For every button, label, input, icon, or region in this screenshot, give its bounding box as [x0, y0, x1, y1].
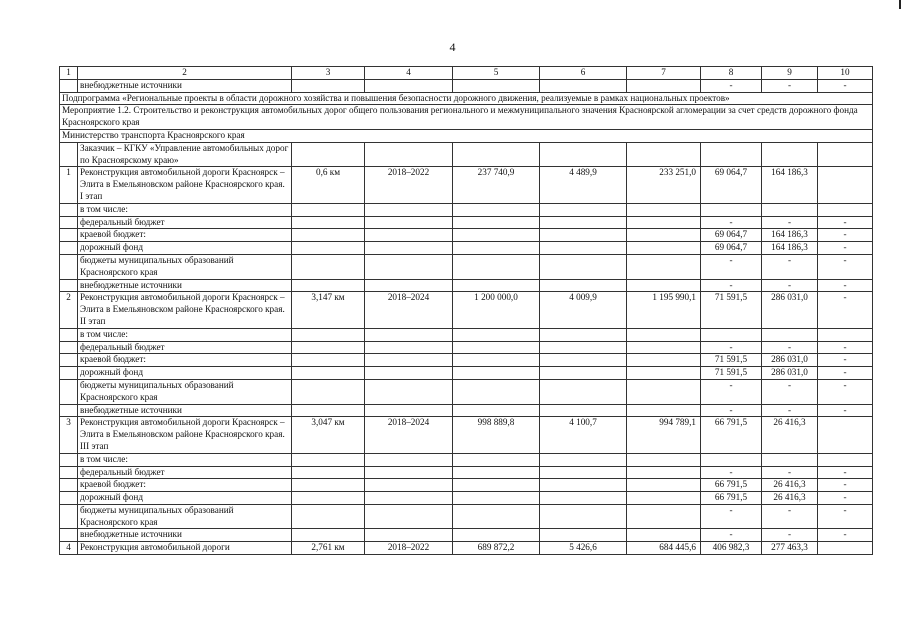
table-cell — [60, 529, 78, 542]
table-cell — [540, 479, 627, 492]
table-cell: - — [701, 404, 762, 417]
table-cell — [627, 492, 701, 505]
table-cell: - — [762, 79, 818, 92]
table-cell — [292, 254, 365, 279]
table-row — [60, 492, 873, 505]
table-cell: 684 445,6 — [627, 542, 701, 555]
table-cell — [627, 354, 701, 367]
table-cell — [365, 479, 453, 492]
table-cell: 2 — [60, 292, 78, 328]
table-cell — [540, 404, 627, 417]
table-cell — [627, 254, 701, 279]
table-cell — [540, 504, 627, 529]
table-cell — [60, 367, 78, 380]
table-cell — [292, 328, 365, 341]
table-cell — [60, 216, 78, 229]
table-cell: 69 064,7 — [701, 242, 762, 255]
table-cell: - — [762, 341, 818, 354]
table-cell — [453, 466, 540, 479]
table-cell: Реконструкция автомобильной дороги — [78, 542, 292, 555]
table-cell: - — [701, 504, 762, 529]
table-cell — [365, 404, 453, 417]
table-cell — [60, 379, 78, 404]
table-cell — [292, 479, 365, 492]
table-cell: 286 031,0 — [762, 354, 818, 367]
table-cell — [365, 466, 453, 479]
table-cell: бюджеты муниципальных образований Красноярского края — [78, 504, 292, 529]
table-cell — [453, 379, 540, 404]
table-cell — [540, 367, 627, 380]
table-cell — [627, 367, 701, 380]
column-header: 2 — [78, 67, 292, 80]
table-cell: - — [701, 254, 762, 279]
table-cell: 71 591,5 — [701, 354, 762, 367]
table-cell — [292, 279, 365, 292]
table-cell: 1 195 990,1 — [627, 292, 701, 328]
table-cell — [60, 328, 78, 341]
table-cell — [627, 203, 701, 216]
column-header: 6 — [540, 67, 627, 80]
table-cell: - — [818, 504, 873, 529]
table-cell: 26 416,3 — [762, 479, 818, 492]
table-cell — [540, 466, 627, 479]
section-heading: Мероприятие 1.2. Строительство и реконструкция автомобильных дорог общего пользования регионального и межмуниципального значения Красноярской агломерации за счет средств дорожного фонда Красноярского края — [60, 105, 873, 130]
table-cell: - — [701, 341, 762, 354]
table-cell: в том числе: — [78, 203, 292, 216]
table-cell — [292, 466, 365, 479]
table-cell — [540, 492, 627, 505]
table-cell: краевой бюджет: — [78, 354, 292, 367]
table-cell — [540, 254, 627, 279]
table-cell — [365, 203, 453, 216]
table-cell: в том числе: — [78, 328, 292, 341]
table-cell: - — [818, 229, 873, 242]
table-cell: 164 186,3 — [762, 242, 818, 255]
table-cell — [762, 142, 818, 167]
column-header: 8 — [701, 67, 762, 80]
table-cell — [453, 479, 540, 492]
table-cell: 26 416,3 — [762, 492, 818, 505]
table-cell: федеральный бюджет — [78, 466, 292, 479]
table-row — [60, 504, 873, 529]
table-cell: 277 463,3 — [762, 542, 818, 555]
table-row — [60, 379, 873, 404]
table-cell — [627, 404, 701, 417]
table-cell — [292, 404, 365, 417]
table-cell: 66 791,5 — [701, 417, 762, 453]
table-cell — [365, 504, 453, 529]
table-cell — [540, 379, 627, 404]
table-cell: 26 416,3 — [762, 417, 818, 453]
table-cell — [365, 328, 453, 341]
table-cell: 164 186,3 — [762, 167, 818, 203]
table-cell: - — [762, 404, 818, 417]
table-cell — [453, 216, 540, 229]
table-cell: 0,6 км — [292, 167, 365, 203]
table-cell: - — [818, 242, 873, 255]
table-cell — [453, 492, 540, 505]
table-cell — [818, 417, 873, 453]
table-cell: дорожный фонд — [78, 492, 292, 505]
table-cell — [365, 254, 453, 279]
table-cell — [453, 328, 540, 341]
table-cell — [627, 242, 701, 255]
table-cell — [60, 203, 78, 216]
table-cell: - — [818, 466, 873, 479]
table-cell — [365, 379, 453, 404]
table-cell: дорожный фонд — [78, 367, 292, 380]
table-row — [60, 254, 873, 279]
table-cell — [818, 328, 873, 341]
table-cell — [453, 279, 540, 292]
table-cell — [627, 216, 701, 229]
table-cell — [818, 453, 873, 466]
table-cell — [292, 529, 365, 542]
table-cell — [453, 404, 540, 417]
table-cell: - — [762, 254, 818, 279]
table-row — [60, 242, 873, 255]
table-row — [60, 203, 873, 216]
table-cell: - — [818, 341, 873, 354]
table-row — [60, 292, 873, 328]
table-cell: 1 — [60, 167, 78, 203]
table-cell — [818, 542, 873, 555]
table-cell — [627, 142, 701, 167]
table-cell: - — [762, 504, 818, 529]
table-cell — [453, 453, 540, 466]
table-cell — [365, 367, 453, 380]
table-cell: - — [818, 492, 873, 505]
table-cell — [627, 529, 701, 542]
table-cell: 2018–2024 — [365, 292, 453, 328]
table-cell — [540, 341, 627, 354]
table-cell — [292, 242, 365, 255]
table-cell — [627, 328, 701, 341]
table-cell: - — [818, 216, 873, 229]
table-cell: 71 591,5 — [701, 367, 762, 380]
table-cell — [292, 203, 365, 216]
table-cell: - — [818, 379, 873, 404]
table-cell — [627, 379, 701, 404]
table-cell: 233 251,0 — [627, 167, 701, 203]
table-cell — [453, 229, 540, 242]
table-cell — [627, 79, 701, 92]
table-cell — [540, 279, 627, 292]
table-cell: 4 009,9 — [540, 292, 627, 328]
table-cell — [60, 341, 78, 354]
table-cell: 2018–2024 — [365, 417, 453, 453]
table-cell: бюджеты муниципальных образований Красноярского края — [78, 379, 292, 404]
table-cell — [60, 354, 78, 367]
table-cell: - — [701, 279, 762, 292]
table-cell — [365, 79, 453, 92]
table-cell: 1 200 000,0 — [453, 292, 540, 328]
table-cell — [365, 229, 453, 242]
table-row — [60, 453, 873, 466]
column-header: 7 — [627, 67, 701, 80]
table-cell — [60, 404, 78, 417]
table-cell: - — [818, 254, 873, 279]
table-cell — [292, 453, 365, 466]
table-row — [60, 105, 873, 130]
table-cell — [292, 341, 365, 354]
table-cell — [365, 142, 453, 167]
table-cell — [365, 279, 453, 292]
table-cell — [453, 367, 540, 380]
table-cell — [701, 203, 762, 216]
table-row — [60, 341, 873, 354]
table-cell — [365, 216, 453, 229]
table-row — [60, 417, 873, 453]
table-row — [60, 529, 873, 542]
table-cell: 994 789,1 — [627, 417, 701, 453]
table-row — [60, 367, 873, 380]
table-cell — [818, 167, 873, 203]
table-cell: 66 791,5 — [701, 479, 762, 492]
table-cell: федеральный бюджет — [78, 341, 292, 354]
table-cell — [762, 203, 818, 216]
table-cell — [365, 242, 453, 255]
table-cell: - — [762, 279, 818, 292]
table-cell: Реконструкция автомобильной дороги Красноярск – Элита в Емельяновском районе Красноярского края. II этап — [78, 292, 292, 328]
table-cell: 286 031,0 — [762, 367, 818, 380]
table-cell: 2018–2022 — [365, 542, 453, 555]
column-header: 5 — [453, 67, 540, 80]
table-cell — [540, 354, 627, 367]
table-cell — [627, 453, 701, 466]
table-cell — [365, 354, 453, 367]
table-cell: - — [818, 292, 873, 328]
table-row — [60, 466, 873, 479]
column-header: 1 — [60, 67, 78, 80]
table-cell: - — [818, 354, 873, 367]
table-cell: 164 186,3 — [762, 229, 818, 242]
table-cell — [292, 79, 365, 92]
table-cell — [627, 479, 701, 492]
table-cell: 286 031,0 — [762, 292, 818, 328]
table-cell: - — [701, 379, 762, 404]
table-cell: 2,761 км — [292, 542, 365, 555]
table-cell: внебюджетные источники — [78, 279, 292, 292]
table-cell: Реконструкция автомобильной дороги Красноярск – Элита в Емельяновском районе Красноярского края. I этап — [78, 167, 292, 203]
table-cell — [365, 341, 453, 354]
table-cell: в том числе: — [78, 453, 292, 466]
table-cell — [453, 79, 540, 92]
table-cell: - — [701, 216, 762, 229]
table-cell: 998 889,8 — [453, 417, 540, 453]
table-cell — [627, 229, 701, 242]
table-cell: 5 426,6 — [540, 542, 627, 555]
table-cell: - — [818, 404, 873, 417]
header-row — [60, 67, 873, 80]
table-cell: - — [701, 79, 762, 92]
table-cell — [540, 328, 627, 341]
table-cell — [453, 142, 540, 167]
table-cell: - — [818, 479, 873, 492]
corner-mark — [899, 0, 901, 9]
table-row — [60, 479, 873, 492]
table-cell — [60, 229, 78, 242]
table-cell — [540, 79, 627, 92]
table-cell — [60, 242, 78, 255]
table-cell: 66 791,5 — [701, 492, 762, 505]
table-row — [60, 129, 873, 142]
table-row — [60, 167, 873, 203]
table-row — [60, 92, 873, 105]
table-cell — [292, 367, 365, 380]
table-cell: - — [818, 529, 873, 542]
table-cell: 406 982,3 — [701, 542, 762, 555]
table-cell: - — [818, 279, 873, 292]
table-row — [60, 216, 873, 229]
table-cell — [292, 229, 365, 242]
table-cell: внебюджетные источники — [78, 404, 292, 417]
table-cell — [762, 453, 818, 466]
table-cell: федеральный бюджет — [78, 216, 292, 229]
table-cell: Заказчик – КГКУ «Управление автомобильных дорог по Красноярскому краю» — [78, 142, 292, 167]
table-cell — [453, 341, 540, 354]
table-cell — [365, 492, 453, 505]
table-cell — [60, 479, 78, 492]
table-cell — [627, 279, 701, 292]
table-cell — [365, 453, 453, 466]
table-cell: Реконструкция автомобильной дороги Красноярск – Элита в Емельяновском районе Красноярского края. III этап — [78, 417, 292, 453]
table-cell: 4 — [60, 542, 78, 555]
table-cell — [292, 354, 365, 367]
table-cell — [292, 492, 365, 505]
table-cell — [540, 529, 627, 542]
table-cell — [453, 354, 540, 367]
table-row — [60, 542, 873, 555]
column-header: 4 — [365, 67, 453, 80]
table-cell — [453, 242, 540, 255]
table-cell — [292, 216, 365, 229]
table-cell — [540, 203, 627, 216]
table-cell: - — [701, 529, 762, 542]
table-cell: - — [818, 367, 873, 380]
table-cell — [540, 216, 627, 229]
table-body — [60, 67, 873, 555]
table-row — [60, 229, 873, 242]
table-cell: 3 — [60, 417, 78, 453]
table-cell: бюджеты муниципальных образований Красноярского края — [78, 254, 292, 279]
table-row — [60, 79, 873, 92]
table-cell: 237 740,9 — [453, 167, 540, 203]
table-cell — [818, 142, 873, 167]
section-heading: Подпрограмма «Региональные проекты в области дорожного хозяйства и повышения безопасности дорожного движения, реализуемые в рамках национальных проектов» — [60, 92, 873, 105]
column-header: 3 — [292, 67, 365, 80]
table-cell — [540, 453, 627, 466]
table-cell: дорожный фонд — [78, 242, 292, 255]
table-cell — [365, 529, 453, 542]
table-cell: - — [762, 216, 818, 229]
table-cell: 689 872,2 — [453, 542, 540, 555]
table-cell — [701, 453, 762, 466]
table-cell: 4 489,9 — [540, 167, 627, 203]
table-cell: - — [701, 466, 762, 479]
table-cell: внебюджетные источники — [78, 529, 292, 542]
section-heading: Министерство транспорта Красноярского края — [60, 129, 873, 142]
table-cell — [292, 142, 365, 167]
table-row — [60, 279, 873, 292]
table-cell — [701, 142, 762, 167]
table-cell — [627, 466, 701, 479]
table-cell — [627, 341, 701, 354]
table-cell — [292, 379, 365, 404]
table-cell: 2018–2022 — [365, 167, 453, 203]
table-row — [60, 328, 873, 341]
table-cell — [453, 254, 540, 279]
column-header: 10 — [818, 67, 873, 80]
table-cell: 69 064,7 — [701, 167, 762, 203]
table-cell — [540, 229, 627, 242]
table-cell — [627, 504, 701, 529]
budget-table — [59, 66, 873, 555]
table-cell — [60, 79, 78, 92]
table-cell: - — [762, 379, 818, 404]
table-row — [60, 404, 873, 417]
column-header: 9 — [762, 67, 818, 80]
table-cell — [540, 242, 627, 255]
table-cell: - — [762, 466, 818, 479]
table-cell — [292, 504, 365, 529]
table-cell — [453, 203, 540, 216]
table-cell: 3,047 км — [292, 417, 365, 453]
table-cell — [60, 142, 78, 167]
table-cell: - — [762, 529, 818, 542]
table-cell — [60, 453, 78, 466]
table-cell — [540, 142, 627, 167]
table-row — [60, 354, 873, 367]
table-cell: - — [818, 79, 873, 92]
table-cell — [818, 203, 873, 216]
table-cell — [453, 529, 540, 542]
table-cell: 71 591,5 — [701, 292, 762, 328]
table-cell — [60, 279, 78, 292]
table-row — [60, 142, 873, 167]
table-cell — [701, 328, 762, 341]
table-cell — [762, 328, 818, 341]
table-cell — [60, 492, 78, 505]
table-cell: краевой бюджет: — [78, 229, 292, 242]
table-cell: 69 064,7 — [701, 229, 762, 242]
table-cell — [60, 254, 78, 279]
table-cell: 3,147 км — [292, 292, 365, 328]
table-cell — [60, 466, 78, 479]
page-number: 4 — [449, 40, 456, 54]
table-cell — [60, 504, 78, 529]
table-cell: внебюджетные источники — [78, 79, 292, 92]
table-cell — [453, 504, 540, 529]
table-cell: краевой бюджет: — [78, 479, 292, 492]
table-cell: 4 100,7 — [540, 417, 627, 453]
